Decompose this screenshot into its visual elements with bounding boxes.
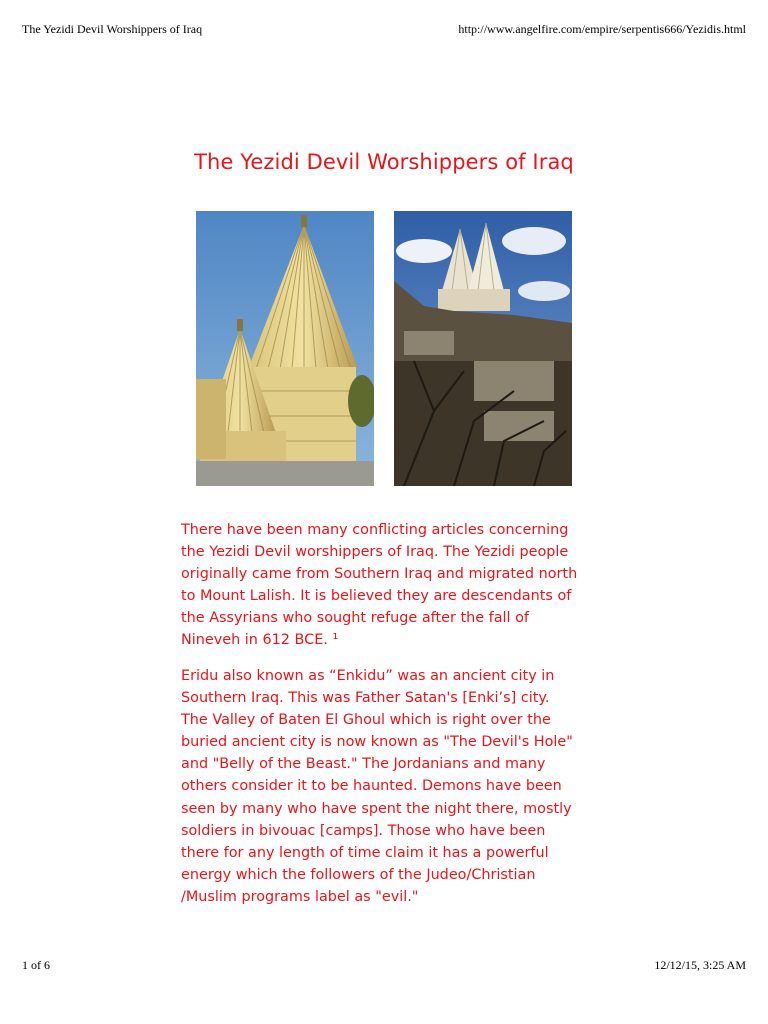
paragraph-line: there for any length of time claim it has a powerful xyxy=(181,844,549,861)
paragraph-line: There have been many conflicting articles concerning xyxy=(181,522,569,538)
print-datetime: 12/12/15, 3:25 AM xyxy=(654,958,746,972)
page-title: The Yezidi Devil Worshippers of Iraq xyxy=(194,150,574,174)
paragraph-line: to Mount Lalish. It is believed they are descendants of xyxy=(181,588,572,605)
paragraph-line: Southern Iraq. This was Father Satan's [Enki’s] city. xyxy=(181,690,550,707)
paragraph-line: Eridu also known as “Enkidu” was an ancient city in xyxy=(181,668,555,684)
paragraph-line: the Yezidi Devil worshippers of Iraq. The Yezidi people xyxy=(181,544,569,561)
article-paragraph-2 xyxy=(181,665,601,908)
print-footer xyxy=(22,958,746,973)
paragraph-line: /Muslim programs label as "evil." xyxy=(181,888,419,905)
paragraph-line: seen by many who have spent the night there, mostly xyxy=(181,800,572,817)
paragraph-line: soldiers in bivouac [camps]. Those who have been xyxy=(181,822,546,839)
paragraph-line: originally came from Southern Iraq and migrated north xyxy=(181,566,578,583)
print-header-title: The Yezidi Devil Worshippers of Iraq xyxy=(22,22,203,36)
paragraph-line: Nineveh in 612 BCE. ¹ xyxy=(181,632,339,649)
shrine-ruins-illustration xyxy=(394,211,572,486)
paragraph-line: the Assyrians who sought refuge after the fall of xyxy=(181,610,529,627)
paragraph-line: The Valley of Baten El Ghoul which is right over the xyxy=(181,712,551,729)
yezidi-shrine-ruins-photo xyxy=(394,211,572,486)
yezidi-temple-spires-photo xyxy=(196,211,374,486)
print-header xyxy=(22,22,746,37)
article-paragraph-1 xyxy=(181,519,601,652)
paragraph-line: others consider it to be haunted. Demons have been xyxy=(181,778,562,795)
paragraph-line: energy which the followers of the Judeo/Christian xyxy=(181,866,536,883)
paragraph-line: buried ancient city is now known as "The Devil's Hole" xyxy=(181,734,573,751)
temple-spires-illustration xyxy=(196,211,374,486)
paragraph-line: and "Belly of the Beast." The Jordanians and many xyxy=(181,756,546,773)
page-number: 1 of 6 xyxy=(22,958,50,972)
print-header-url: http://www.angelfire.com/empire/serpentis666/Yezidis.html xyxy=(458,22,746,36)
